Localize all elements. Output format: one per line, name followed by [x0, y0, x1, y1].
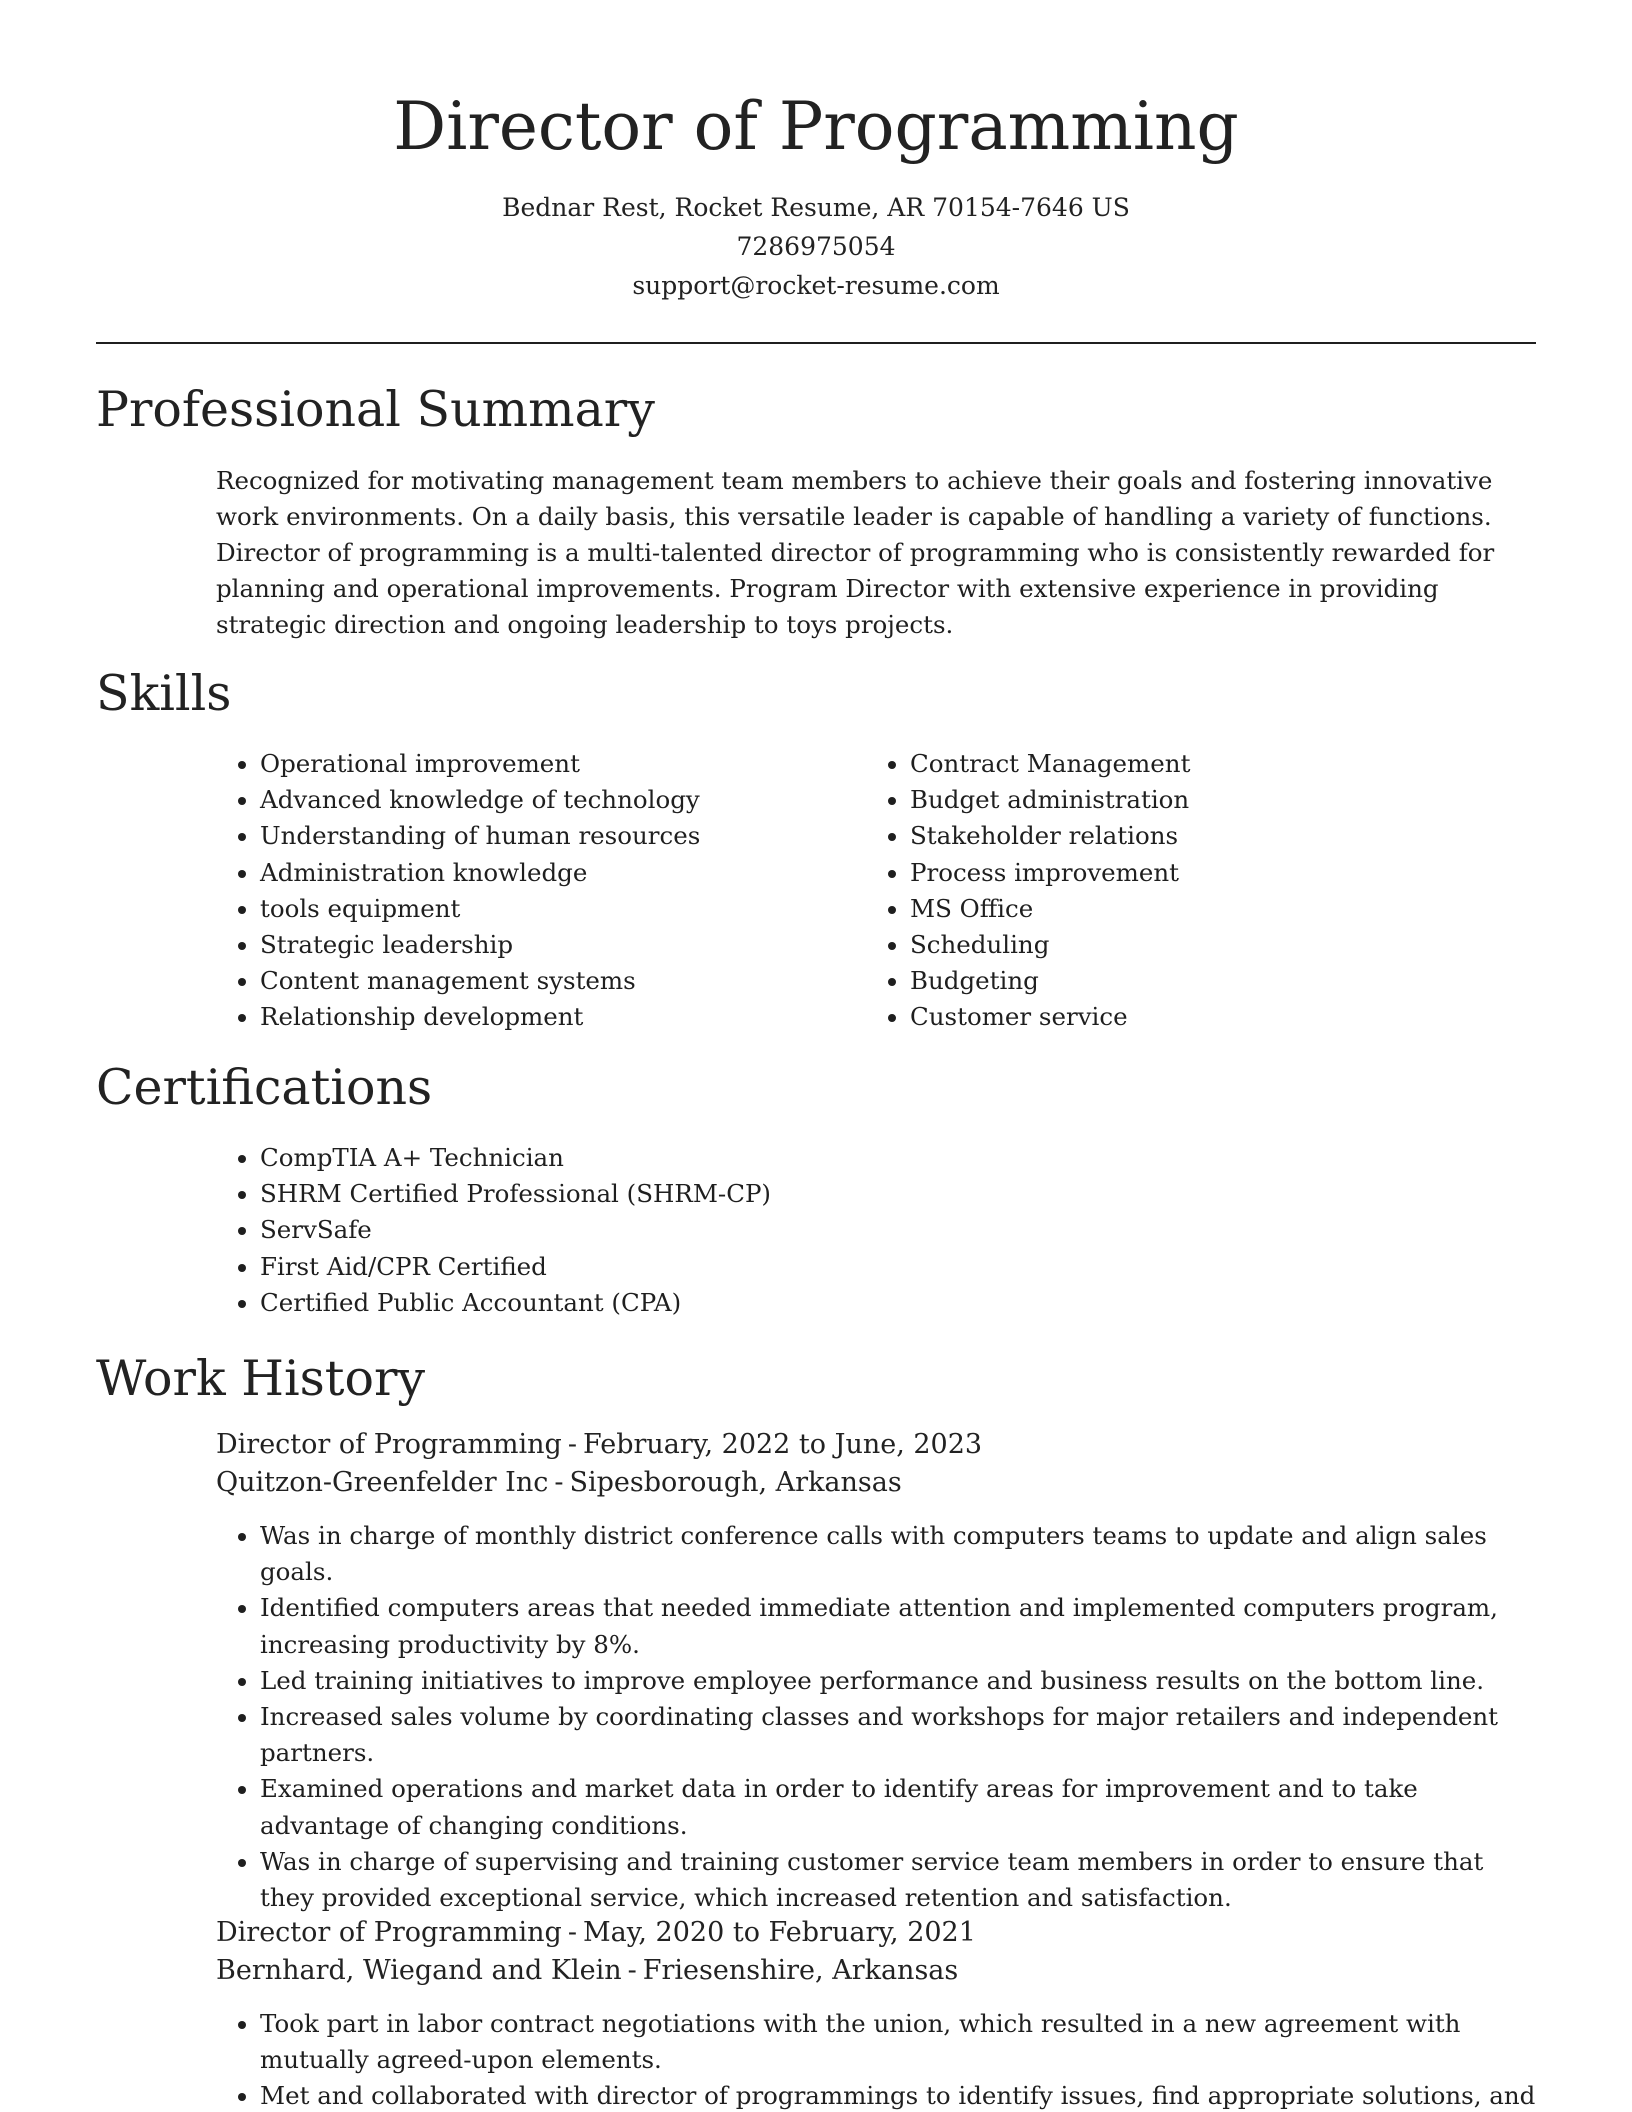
- skill-item: • Budgeting: [910, 963, 1506, 999]
- job-company-line: [216, 1952, 1536, 1990]
- job-duty: • Took part in labor contract negotiations with the union, which resulted in a new agreement with mutually agreed-upon elements.: [260, 2006, 1536, 2078]
- skill-item: • Stakeholder relations: [910, 818, 1506, 854]
- candidate-name: Director of Programming: [393, 88, 1239, 165]
- certification-item: • ServSafe: [260, 1212, 1416, 1248]
- skills-heading: Skills: [96, 665, 232, 722]
- job-separator: -: [567, 1917, 577, 1948]
- work-history-heading: Work History: [96, 1350, 426, 1407]
- skill-item: • Customer service: [910, 999, 1506, 1035]
- job-company-line: [216, 1464, 1536, 1502]
- job-entry: [216, 1426, 1536, 1916]
- job-title-line: [216, 1914, 1536, 1952]
- skill-item: • Strategic leadership: [260, 927, 856, 963]
- skill-item: • Content management systems: [260, 963, 856, 999]
- skill-item: • Advanced knowledge of technology: [260, 782, 856, 818]
- skill-item: • Relationship development: [260, 999, 856, 1035]
- job-duties: [216, 1518, 1536, 1916]
- job-separator: -: [554, 1467, 564, 1498]
- job-separator: -: [627, 1955, 637, 1986]
- job-duty: • Led training initiatives to improve employee performance and business results on the bottom line.: [260, 1663, 1536, 1699]
- contact-address: Bednar Rest, Rocket Resume, AR 70154-7646 US: [502, 193, 1130, 222]
- skills-column-left: [216, 746, 856, 1036]
- skill-item: • Budget administration: [910, 782, 1506, 818]
- job-duty: • Met and collaborated with director of programmings to identify issues, find appropriate solutions, and: [260, 2078, 1536, 2112]
- job-dates: February, 2022 to June, 2023: [582, 1429, 983, 1460]
- job-duty: • Was in charge of monthly district conference calls with computers teams to update and align sales goals.: [260, 1518, 1536, 1590]
- contact-block: [96, 188, 1536, 305]
- certifications-list: [216, 1140, 1416, 1321]
- job-duty: • Was in charge of supervising and training customer service team members in order to ensure that they provided exceptional service, which increased retention and satisfaction.: [260, 1844, 1536, 1916]
- job-location: Friesenshire, Arkansas: [642, 1955, 959, 1986]
- skill-item: • Contract Management: [910, 746, 1506, 782]
- skill-item: • Understanding of human resources: [260, 818, 856, 854]
- job-title: Director of Programming: [216, 1917, 562, 1948]
- skill-item: • Scheduling: [910, 927, 1506, 963]
- skill-item: • Administration knowledge: [260, 855, 856, 891]
- contact-phone: 7286975054: [736, 232, 896, 261]
- job-separator: -: [567, 1429, 577, 1460]
- skill-item: • Operational improvement: [260, 746, 856, 782]
- summary-text: Recognized for motivating management team members to achieve their goals and fostering innovative work environments. On a daily basis, this versatile leader is capable of handling a variety of functions. Director of programming is a multi-talented director of programming who is consistently rewarded for planning and operational improvements. Program Director with extensive experience in providing strategic direction and ongoing leadership to toys projects.: [216, 466, 1495, 639]
- resume-header: [96, 82, 1536, 305]
- skill-item: • tools equipment: [260, 891, 856, 927]
- job-title: Director of Programming: [216, 1429, 562, 1460]
- certification-item: • Certified Public Accountant (CPA): [260, 1285, 1416, 1321]
- certification-item: • First Aid/CPR Certified: [260, 1249, 1416, 1285]
- skill-item: • Process improvement: [910, 855, 1506, 891]
- header-divider: [96, 342, 1536, 344]
- contact-email: support@rocket-resume.com: [632, 271, 1000, 300]
- job-duty: • Identified computers areas that needed immediate attention and implemented computers program, increasing productivity by 8%.: [260, 1590, 1536, 1662]
- job-company: Quitzon-Greenfelder Inc: [216, 1467, 549, 1498]
- job-company: Bernhard, Wiegand and Klein: [216, 1955, 622, 1986]
- job-location: Sipesborough, Arkansas: [569, 1467, 902, 1498]
- summary-heading: Professional Summary: [96, 381, 655, 438]
- job-duty: • Increased sales volume by coordinating classes and workshops for major retailers and independent partners.: [260, 1699, 1536, 1771]
- job-title-line: [216, 1426, 1536, 1464]
- job-dates: May, 2020 to February, 2021: [582, 1917, 976, 1948]
- job-duties: [216, 2006, 1536, 2112]
- certification-item: • SHRM Certified Professional (SHRM-CP): [260, 1176, 1416, 1212]
- skill-item: • MS Office: [910, 891, 1506, 927]
- certification-item: • CompTIA A+ Technician: [260, 1140, 1416, 1176]
- skills-column-right: [866, 746, 1506, 1036]
- job-duty: • Examined operations and market data in order to identify areas for improvement and to take advantage of changing conditions.: [260, 1771, 1536, 1843]
- job-entry: [216, 1914, 1536, 2112]
- certifications-heading: Certifications: [96, 1059, 433, 1116]
